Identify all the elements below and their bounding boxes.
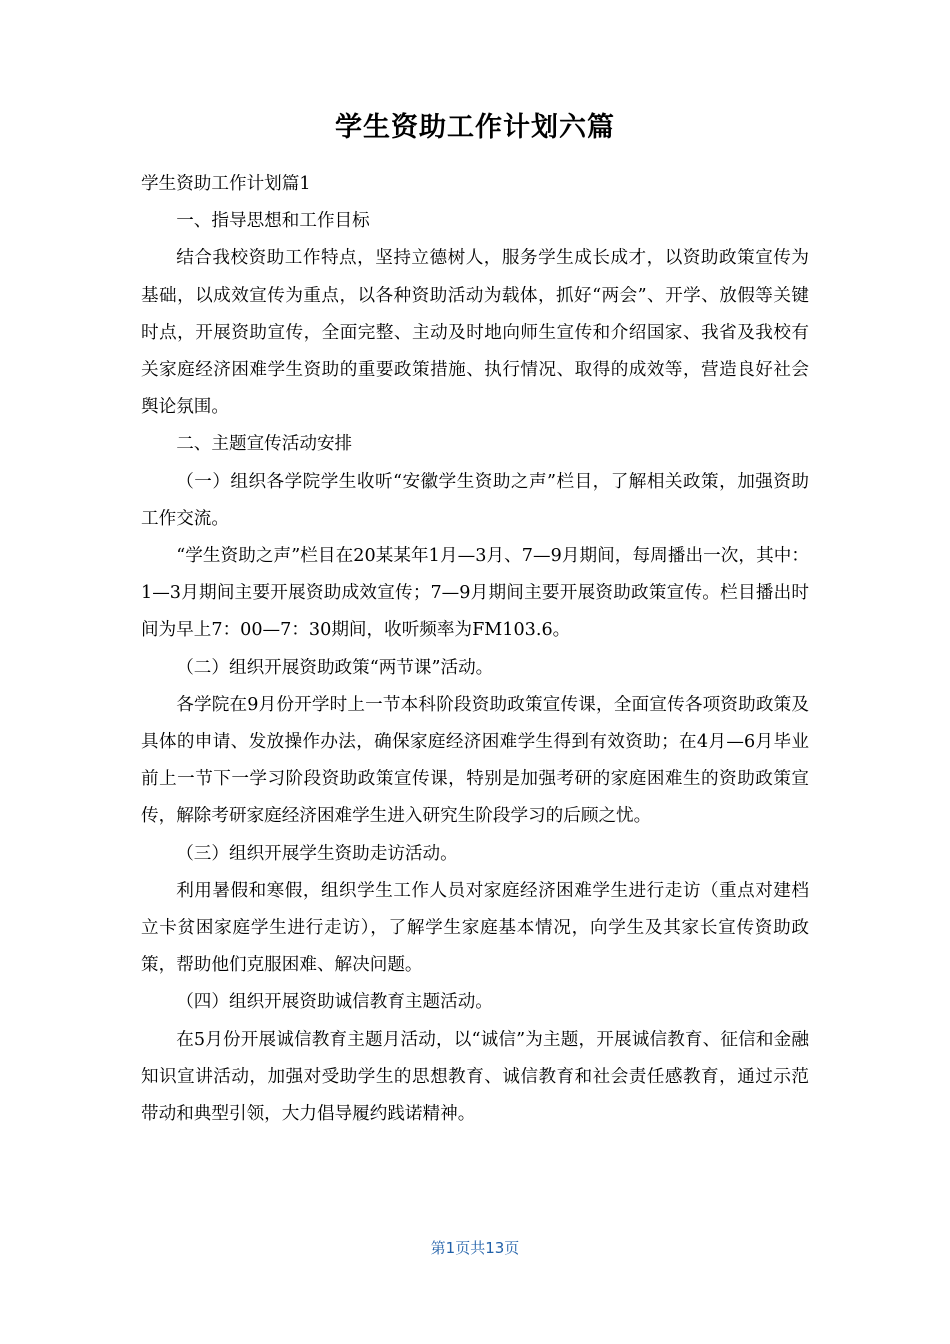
paragraph: （二）组织开展资助政策“两节课”活动。 — [176, 657, 494, 678]
document-body — [141, 166, 809, 1133]
paragraph: “学生资助之声”栏目在20某某年1月—3月、7—9月期间，每周播出一次，其中：1—3月期间主要开展资助成效宣传；7—9月期间主要开展资助政策宣传。栏目播出时间为早上7：00—7：30期间，收听频率为FM103.6。 — [141, 546, 809, 641]
page-number: 第1页共13页 — [430, 1239, 520, 1257]
section-heading: 学生资助工作计划篇1 — [141, 174, 311, 194]
paragraph: （四）组织开展资助诚信教育主题活动。 — [176, 992, 493, 1013]
subheading: 一、指导思想和工作目标 — [176, 211, 370, 232]
paragraph: 在5月份开展诚信教育主题月活动，以“诚信”为主题，开展诚信教育、征信和金融知识宣讲活动，加强对受助学生的思想教育、诚信教育和社会责任感教育，通过示范带动和典型引领，大力倡导履约践诺精神。 — [141, 1029, 809, 1125]
subheading: 二、主题宣传活动安排 — [176, 434, 353, 455]
paragraph: （三）组织开展学生资助走访活动。 — [176, 843, 458, 864]
paragraph: 结合我校资助工作特点，坚持立德树人，服务学生成长成才，以资助政策宣传为基础，以成效宣传为重点，以各种资助活动为载体，抓好“两会”、开学、放假等关键时点，开展资助宣传，全面完整、主动及时地向师生宣传和介绍国家、我省及我校有关家庭经济困难学生资助的重要政策措施、执行情况、取得的成效等，营造良好社会舆论氛围。 — [141, 248, 809, 418]
paragraph: （一）组织各学院学生收听“安徽学生资助之声”栏目，了解相关政策，加强资助工作交流。 — [141, 471, 809, 529]
paragraph: 各学院在9月份开学时上一节本科阶段资助政策宣传课，全面宣传各项资助政策及具体的申请、发放操作办法，确保家庭经济困难学生得到有效资助；在4月—6月毕业前上一节下一学习阶段资助政策宣传课，特别是加强考研的家庭困难生的资助政策宣传，解除考研家庭经济困难学生进入研究生阶段学习的后顾之忧。 — [141, 694, 809, 827]
document-title: 学生资助工作计划六篇 — [335, 112, 615, 143]
paragraph: 利用暑假和寒假，组织学生工作人员对家庭经济困难学生进行走访（重点对建档立卡贫困家庭学生进行走访），了解学生家庭基本情况，向学生及其家长宣传资助政策，帮助他们克服困难、解决问题。 — [141, 880, 809, 976]
